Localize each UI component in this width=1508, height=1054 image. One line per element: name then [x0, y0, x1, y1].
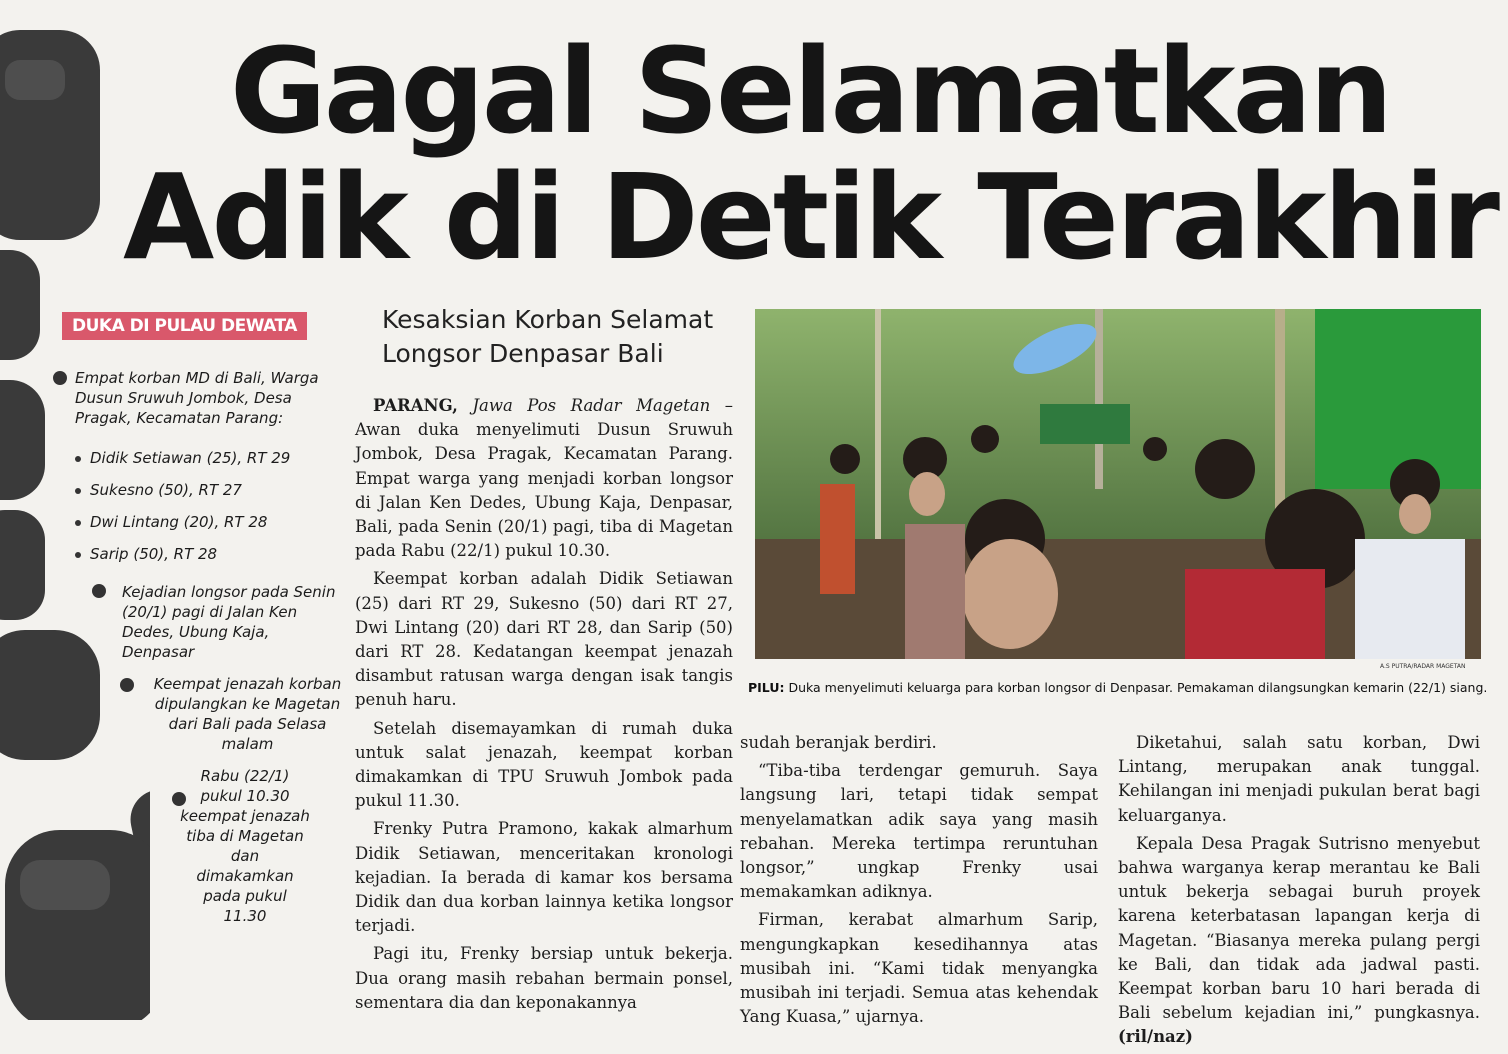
subheadline	[382, 303, 742, 371]
subheadline-line-2: Longsor Denpasar Bali	[382, 339, 664, 368]
article-paragraph: Firman, kerabat almarhum Sarip, mengungkapkan kesedihannya atas musibah ini. “Kami tidak menyangka musibah ini terjadi. Semua atas kehendak Yang Kuasa,” ujarnya.	[740, 910, 1098, 1027]
article-paragraph: Kepala Desa Pragak Sutrisno menyebut bahwa warganya kerap merantau ke Bali untuk bekerja sebagai buruh proyek karena keterbatasan lapangan kerja di Magetan. “Biasanya mereka pulang pergi ke Bali, dan tidak ada jadwal pasti. Keempat korban baru 10 hari berada di Bali sebelum kejadian ini,” pungkasnya.	[1118, 833, 1480, 1023]
sidebar-fact-2	[150, 674, 345, 754]
photo-caption	[748, 678, 1488, 697]
article-paragraph: – Awan duka menyelimuti Dusun Sruwuh Jombok, Desa Pragak, Kecamatan Parang. Empat warga yang menjadi korban longsor di Jalan Ken Dedes, Ubung Kaja, Denpasar, Bali, pada Senin (20/1) pagi, tiba di Magetan pada Rabu (22/1) pukul 10.30.	[355, 396, 733, 561]
sidebar-intro	[75, 368, 345, 428]
sidebar-fact-1	[122, 582, 345, 662]
bullet-stone-icon	[120, 678, 134, 692]
dateline: PARANG,	[373, 396, 458, 415]
article-paragraph: Diketahui, salah satu korban, Dwi Lintang, merupakan anak tunggal. Kehilangan ini menjadi pukulan berat bagi keluarganya.	[1118, 733, 1480, 825]
section-label: DUKA DI PULAU DEWATA	[62, 312, 307, 340]
sidebar-fact-text: Rabu (22/1) pukul 10.30 keempat jenazah tiba di Magetan dan dimakamkan pada pukul 11.30	[180, 767, 310, 925]
caption-text: Duka menyelimuti keluarga para korban longsor di Denpasar. Pemakaman dilangsungkan kemarin (22/1) siang.	[788, 680, 1488, 695]
caption-label: PILU:	[748, 680, 785, 695]
author-signoff: (ril/naz)	[1118, 1027, 1193, 1047]
publication-name: Jawa Pos Radar Magetan	[472, 396, 711, 415]
victim-item: Dwi Lintang (20), RT 28	[75, 506, 345, 538]
article-paragraph: Keempat korban adalah Didik Setiawan (25) dari RT 29, Sukesno (50) dari RT 27, Dwi Lintang (20) dari RT 28, dan Sarip (50) dari RT 28. Kedatangan keempat jenazah disambut ratusan warga dengan isak tangis penuh haru.	[355, 569, 733, 710]
victim-item: Didik Setiawan (25), RT 29	[75, 442, 345, 474]
victim-item: Sarip (50), RT 28	[75, 538, 345, 570]
victim-item: Sukesno (50), RT 27	[75, 474, 345, 506]
sidebar-fact-text: Kejadian longsor pada Senin (20/1) pagi di Jalan Ken Dedes, Ubung Kaja, Denpasar	[122, 583, 336, 661]
article-column-2	[740, 731, 1098, 1033]
bullet-stone-icon	[53, 371, 67, 385]
bullet-stone-icon	[172, 792, 186, 806]
article-paragraph: sudah beranjak berdiri.	[740, 733, 937, 752]
article-column-3	[1118, 731, 1480, 1054]
news-photo	[755, 309, 1481, 659]
sidebar-fact-3	[180, 766, 310, 926]
sidebar-fact-text: Keempat jenazah korban dipulangkan ke Magetan dari Bali pada Selasa malam	[153, 675, 342, 753]
funeral-procession-photo	[755, 309, 1481, 659]
headline-line-1: Gagal Selamatkan	[229, 22, 1391, 160]
bullet-stone-icon	[92, 584, 106, 598]
victim-list	[75, 442, 345, 570]
sidebar-intro-text: Empat korban MD di Bali, Warga Dusun Sruwuh Jombok, Desa Pragak, Kecamatan Parang:	[75, 369, 319, 427]
subheadline-line-1: Kesaksian Korban Selamat	[382, 305, 714, 334]
article-paragraph: “Tiba-tiba terdengar gemuruh. Saya langsung lari, tetapi tidak sempat menyelamatkan adik saya yang masih rebahan. Mereka tertimpa reruntuhan longsor,” ungkap Frenky usai memakamkan adiknya.	[740, 761, 1098, 902]
sidebar-factbox	[40, 312, 345, 926]
article-column-1	[355, 394, 733, 1019]
article-paragraph: Pagi itu, Frenky bersiap untuk bekerja. Dua orang masih rebahan bermain ponsel, sementara dia dan keponakannya	[355, 944, 733, 1012]
article-paragraph: Setelah disemayamkan di rumah duka untuk salat jenazah, keempat korban dimakamkan di TPU Sruwuh Jombok pada pukul 11.30.	[355, 718, 733, 811]
photo-credit: A.S PUTRA/RADAR MAGETAN	[1380, 663, 1466, 670]
headline-line-2: Adik di Detik Terakhir	[123, 148, 1497, 286]
article-paragraph: Frenky Putra Pramono, kakak almarhum Didik Setiawan, menceritakan kronologi kejadian. Ia berada di kamar kos bersama Didik dan dua korban lainnya ketika longsor terjadi.	[355, 819, 733, 936]
headline	[120, 22, 1500, 286]
